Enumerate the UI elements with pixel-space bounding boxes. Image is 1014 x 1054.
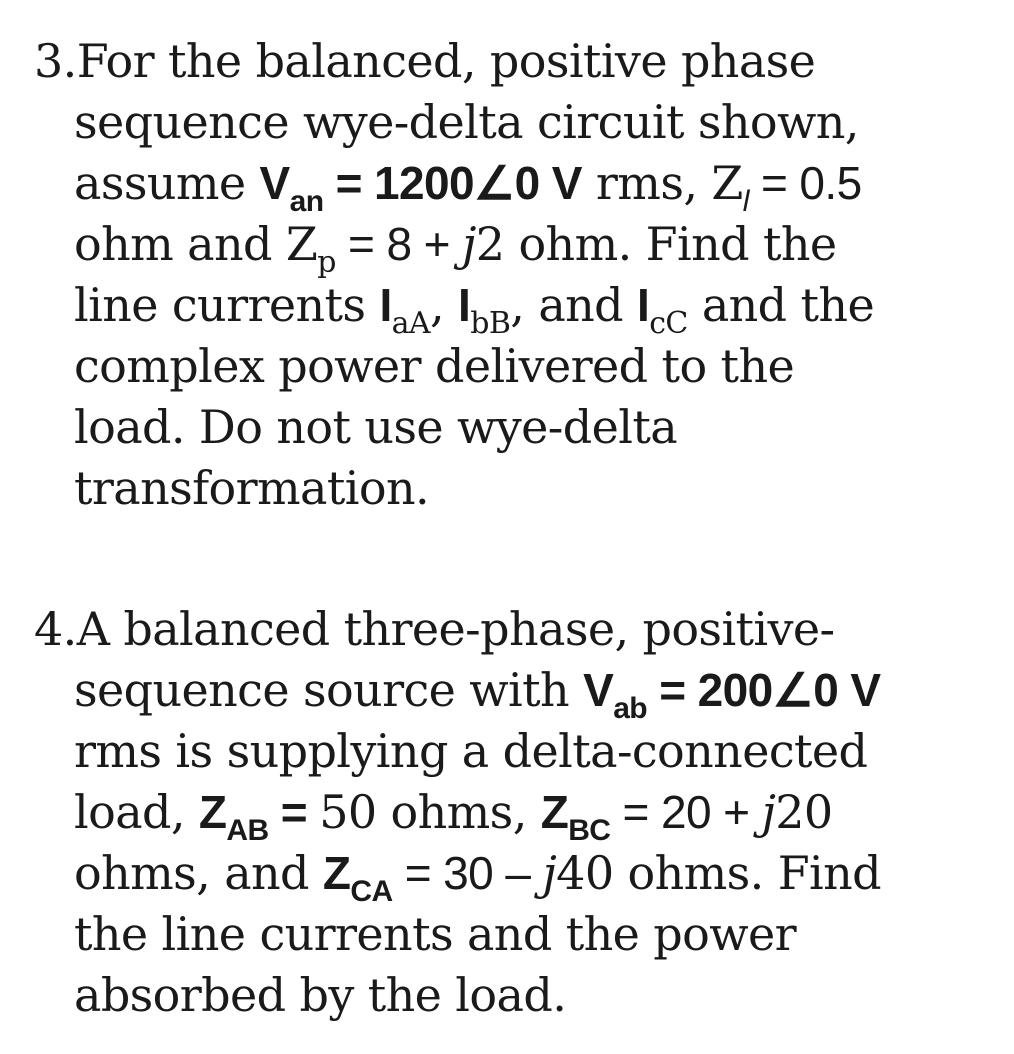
- problem-4-line-2: sequence source with $V_{ab}$ = 200∠0 V: [74, 663, 881, 725]
- current-ibb: I: [458, 279, 471, 331]
- problem-4-line-6: the line currents and the power: [74, 907, 796, 961]
- problem-3-line-8: transformation.: [74, 461, 430, 515]
- problem-3: [34, 31, 994, 519]
- problem-4-line-5: ohms, and $Z_{CA} = 30 - j40$ ohms. Find: [74, 846, 882, 908]
- problem-4-number: 4.: [34, 602, 77, 656]
- problem-3-line-7: load. Do not use wye-delta: [74, 400, 678, 454]
- voltage-vab: $V_{ab}$ = 200∠0 V: [583, 664, 881, 725]
- problem-4-line-4: load, $Z_{AB} = 50$ ohms, $Z_{BC} = 20 + j20$: [74, 785, 833, 847]
- zl-subscript: l: [742, 185, 749, 218]
- voltage-van: $V_{an}$ = 1200∠0 V: [259, 157, 582, 218]
- problem-4: [34, 599, 994, 1026]
- impedance-zca: $Z_{CA}$: [322, 847, 393, 908]
- problem-3-line-5: line currents $I_{aA}$, $I_{bB}$, and $I_{cC}$ and the: [74, 278, 875, 341]
- problem-3-line-3: assume $V_{an}$ = 1200∠0 V rms, $Z_l = 0.5$: [74, 156, 862, 218]
- current-iaa: I: [379, 279, 392, 331]
- problem-3-line-6: complex power delivered to the: [74, 339, 795, 393]
- problem-4-line-1: 4.A balanced three-phase, positive-: [34, 602, 835, 656]
- impedance-zbc: $Z_{BC}$: [540, 786, 611, 847]
- problem-3-number: 3.: [34, 34, 77, 88]
- problem-3-line-4: ohm and $Z_p = 8 + j2$ ohm. Find the: [74, 217, 837, 280]
- problem-3-line-1: 3.For the balanced, positive phase: [34, 34, 816, 88]
- problem-4-line-7: absorbed by the load.: [74, 968, 567, 1022]
- problem-4-line-3: rms is supplying a delta-connected: [74, 724, 868, 778]
- impedance-zab: $Z_{AB}$ =: [198, 786, 320, 847]
- problem-3-line-2: sequence wye-delta circuit shown,: [74, 95, 859, 149]
- current-icc: I: [637, 279, 650, 331]
